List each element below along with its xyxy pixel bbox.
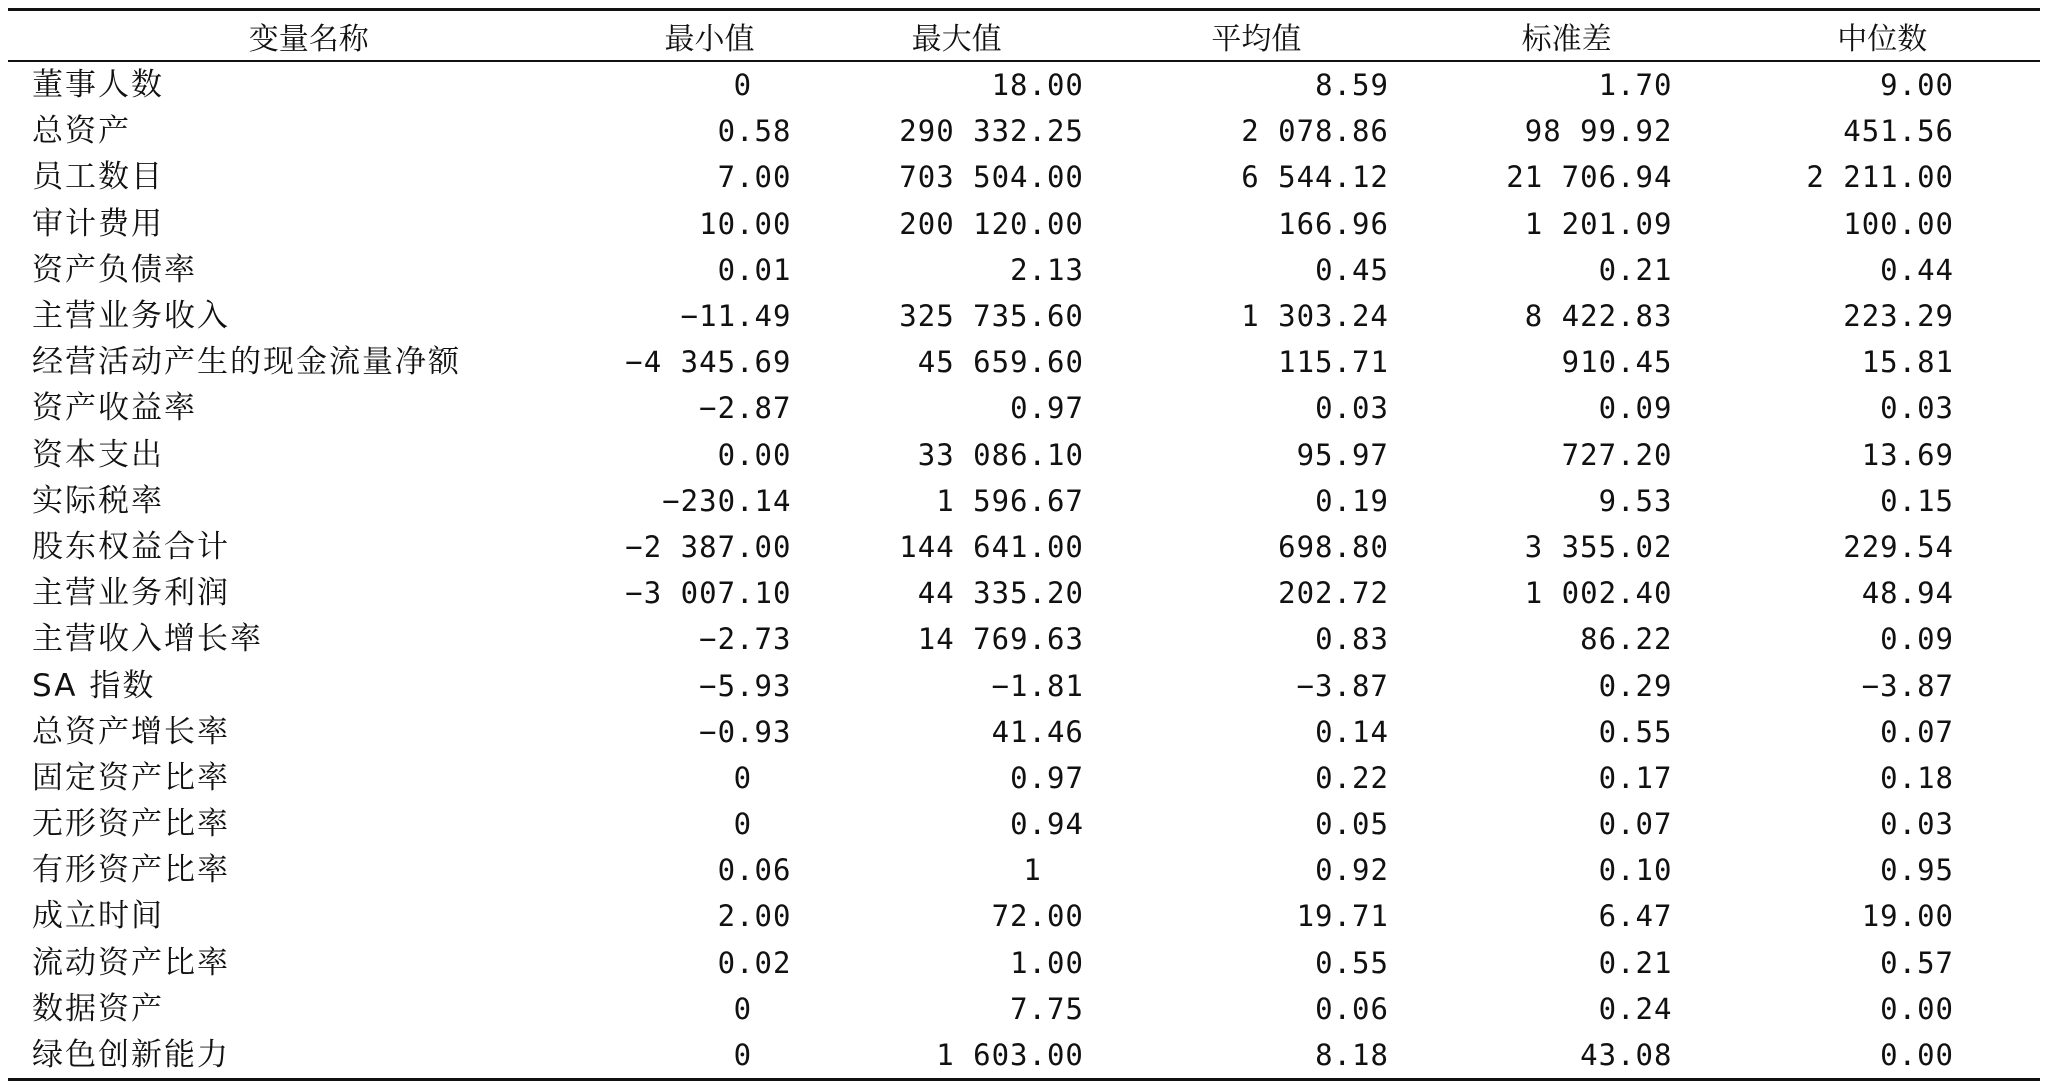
- variable-name-cell: 主营业务利润: [32, 575, 230, 612]
- mean-cell: 0.83: [1315, 622, 1389, 657]
- max-cell: 1 596.67: [936, 483, 1084, 518]
- mean-cell: 19.71: [1296, 899, 1389, 934]
- min-cell: −5.93: [699, 668, 792, 703]
- variable-name-cell: 员工数目: [32, 159, 164, 196]
- max-cell: 2.13: [1010, 252, 1084, 287]
- max-cell: 1: [1023, 853, 1042, 888]
- variable-name-cell: 资产负债率: [32, 251, 197, 288]
- median-cell: 0.03: [1880, 807, 1954, 842]
- max-cell: 325 735.60: [899, 299, 1084, 334]
- table-row: [8, 524, 2040, 570]
- mean-cell: 0.06: [1315, 991, 1389, 1026]
- std-cell: 98 99.92: [1524, 114, 1673, 149]
- max-cell: 1.00: [1010, 945, 1084, 980]
- median-cell: 0.00: [1880, 991, 1954, 1026]
- max-cell: 41.46: [991, 714, 1084, 749]
- variable-name-cell: 主营收入增长率: [32, 621, 263, 658]
- variable-name-cell: 绿色创新能力: [32, 1037, 230, 1074]
- std-cell: 43.08: [1580, 1038, 1673, 1073]
- min-cell: 0: [733, 1038, 753, 1073]
- median-cell: 223.29: [1843, 299, 1954, 334]
- median-cell: 0.57: [1880, 945, 1954, 980]
- min-cell: −0.93: [699, 714, 792, 749]
- std-cell: 1.70: [1598, 68, 1673, 103]
- std-cell: 0.21: [1598, 945, 1673, 980]
- variable-name-cell: 主营业务收入: [32, 298, 230, 335]
- std-cell: 0.21: [1598, 252, 1673, 287]
- std-cell: 86.22: [1580, 622, 1673, 657]
- median-cell: 19.00: [1861, 899, 1954, 934]
- std-cell: 1 201.09: [1524, 206, 1673, 241]
- variable-name-cell: 有形资产比率: [32, 852, 230, 889]
- min-cell: −3 007.10: [625, 576, 792, 611]
- mean-cell: 0.14: [1315, 714, 1389, 749]
- table-row: [8, 662, 2040, 708]
- median-cell: 0.03: [1880, 391, 1954, 426]
- median-cell: 0.09: [1880, 622, 1954, 657]
- std-cell: 727.20: [1561, 437, 1673, 472]
- std-cell: 0.29: [1598, 668, 1673, 703]
- variable-name-cell: 总资产: [32, 113, 131, 150]
- table-row: [8, 339, 2040, 385]
- mean-cell: 0.19: [1315, 483, 1389, 518]
- variable-name-cell: 审计费用: [32, 205, 164, 242]
- table-row: [8, 201, 2040, 247]
- min-cell: −2 387.00: [625, 529, 792, 564]
- descriptive-statistics-table: [8, 11, 2040, 60]
- std-cell: 8 422.83: [1524, 299, 1673, 334]
- header-mean: 平均值: [1211, 21, 1302, 57]
- max-cell: 1 603.00: [936, 1038, 1084, 1073]
- min-cell: 0.02: [717, 945, 792, 980]
- max-cell: 0.97: [1010, 391, 1084, 426]
- table-row: [8, 986, 2040, 1032]
- std-cell: 1 002.40: [1524, 576, 1673, 611]
- min-cell: 0.58: [717, 114, 792, 149]
- statistics-table-container: [8, 8, 2040, 1081]
- table-row: [8, 432, 2040, 478]
- table-row: [8, 478, 2040, 524]
- median-cell: 0.18: [1880, 760, 1954, 795]
- table-row: [8, 108, 2040, 154]
- std-cell: 0.24: [1598, 991, 1673, 1026]
- table-row: [8, 616, 2040, 662]
- median-cell: 0.95: [1880, 853, 1954, 888]
- header-min: 最小值: [664, 21, 755, 57]
- std-cell: 0.09: [1598, 391, 1673, 426]
- variable-name-cell: 无形资产比率: [32, 806, 230, 843]
- table-row: [8, 570, 2040, 616]
- mean-cell: 0.45: [1315, 252, 1389, 287]
- max-cell: 7.75: [1010, 991, 1084, 1026]
- std-cell: 6.47: [1598, 899, 1673, 934]
- descriptive-statistics-body: [8, 62, 2040, 1078]
- min-cell: 0.01: [717, 252, 792, 287]
- max-cell: 290 332.25: [899, 114, 1084, 149]
- header-variable-name: 变量名称: [248, 21, 369, 57]
- mean-cell: 8.18: [1315, 1038, 1389, 1073]
- median-cell: −3.87: [1861, 668, 1954, 703]
- mean-cell: 6 544.12: [1241, 160, 1389, 195]
- table-row: [8, 247, 2040, 293]
- min-cell: 0.00: [717, 437, 792, 472]
- header-median: 中位数: [1837, 21, 1928, 57]
- std-cell: 0.07: [1598, 807, 1673, 842]
- table-row: [8, 847, 2040, 893]
- min-cell: 0.06: [717, 853, 792, 888]
- max-cell: 200 120.00: [899, 206, 1084, 241]
- variable-name-cell: 流动资产比率: [32, 944, 230, 981]
- table-row: [8, 385, 2040, 431]
- min-cell: 7.00: [717, 160, 792, 195]
- table-row: [8, 755, 2040, 801]
- std-cell: 0.17: [1598, 760, 1673, 795]
- min-cell: −4 345.69: [625, 345, 792, 380]
- table-bottom-rule: [8, 1078, 2040, 1081]
- mean-cell: 166.96: [1278, 206, 1389, 241]
- std-cell: 3 355.02: [1524, 529, 1673, 564]
- table-row: [8, 154, 2040, 200]
- variable-name-cell: 经营活动产生的现金流量净额: [32, 344, 461, 381]
- table-row: [8, 893, 2040, 939]
- mean-cell: 95.97: [1296, 437, 1389, 472]
- variable-name-cell: SA 指数: [32, 667, 156, 704]
- mean-cell: 202.72: [1278, 576, 1389, 611]
- max-cell: 45 659.60: [917, 345, 1084, 380]
- table-body: [8, 62, 2040, 1078]
- mean-cell: 115.71: [1278, 345, 1389, 380]
- max-cell: 44 335.20: [917, 576, 1084, 611]
- max-cell: 18.00: [991, 68, 1084, 103]
- median-cell: 451.56: [1843, 114, 1954, 149]
- mean-cell: 1 303.24: [1241, 299, 1389, 334]
- median-cell: 229.54: [1843, 529, 1954, 564]
- min-cell: 10.00: [699, 206, 792, 241]
- max-cell: −1.81: [991, 668, 1084, 703]
- table-header: [8, 11, 2040, 60]
- table-row: [8, 293, 2040, 339]
- header-std: 标准差: [1521, 21, 1612, 57]
- mean-cell: 0.55: [1315, 945, 1389, 980]
- header-max: 最大值: [911, 21, 1002, 57]
- mean-cell: 0.03: [1315, 391, 1389, 426]
- min-cell: −230.14: [662, 483, 792, 518]
- header-row: [8, 11, 2040, 60]
- mean-cell: 0.22: [1315, 760, 1389, 795]
- std-cell: 910.45: [1561, 345, 1673, 380]
- variable-name-cell: 固定资产比率: [32, 759, 230, 796]
- min-cell: −11.49: [680, 299, 792, 334]
- median-cell: 13.69: [1861, 437, 1954, 472]
- mean-cell: 2 078.86: [1241, 114, 1389, 149]
- median-cell: 15.81: [1861, 345, 1954, 380]
- median-cell: 0.07: [1880, 714, 1954, 749]
- variable-name-cell: 实际税率: [32, 482, 164, 519]
- mean-cell: 0.05: [1315, 807, 1389, 842]
- max-cell: 144 641.00: [899, 529, 1084, 564]
- max-cell: 33 086.10: [917, 437, 1084, 472]
- min-cell: 0: [733, 68, 753, 103]
- min-cell: −2.87: [699, 391, 792, 426]
- median-cell: 0.00: [1880, 1038, 1954, 1073]
- variable-name-cell: 总资产增长率: [32, 713, 230, 750]
- mean-cell: −3.87: [1296, 668, 1389, 703]
- variable-name-cell: 股东权益合计: [32, 528, 230, 565]
- variable-name-cell: 成立时间: [32, 898, 164, 935]
- table-row: [8, 940, 2040, 986]
- mean-cell: 0.92: [1315, 853, 1389, 888]
- min-cell: 0: [733, 760, 753, 795]
- max-cell: 0.97: [1010, 760, 1084, 795]
- variable-name-cell: 数据资产: [32, 990, 164, 1027]
- max-cell: 0.94: [1010, 807, 1084, 842]
- median-cell: 0.44: [1880, 252, 1954, 287]
- table-row: [8, 1032, 2040, 1078]
- variable-name-cell: 资产收益率: [32, 390, 197, 427]
- min-cell: 0: [733, 807, 753, 842]
- max-cell: 703 504.00: [899, 160, 1084, 195]
- min-cell: −2.73: [699, 622, 792, 657]
- table-row: [8, 62, 2040, 108]
- min-cell: 2.00: [717, 899, 792, 934]
- std-cell: 0.10: [1598, 853, 1673, 888]
- std-cell: 9.53: [1598, 483, 1673, 518]
- table-row: [8, 801, 2040, 847]
- median-cell: 48.94: [1861, 576, 1954, 611]
- min-cell: 0: [733, 991, 753, 1026]
- std-cell: 21 706.94: [1506, 160, 1673, 195]
- max-cell: 14 769.63: [917, 622, 1084, 657]
- median-cell: 9.00: [1880, 68, 1954, 103]
- std-cell: 0.55: [1598, 714, 1673, 749]
- median-cell: 0.15: [1880, 483, 1954, 518]
- table-row: [8, 709, 2040, 755]
- max-cell: 72.00: [991, 899, 1084, 934]
- mean-cell: 698.80: [1278, 529, 1389, 564]
- median-cell: 100.00: [1843, 206, 1954, 241]
- variable-name-cell: 董事人数: [32, 67, 164, 104]
- variable-name-cell: 资本支出: [32, 436, 164, 473]
- median-cell: 2 211.00: [1806, 160, 1954, 195]
- mean-cell: 8.59: [1315, 68, 1389, 103]
